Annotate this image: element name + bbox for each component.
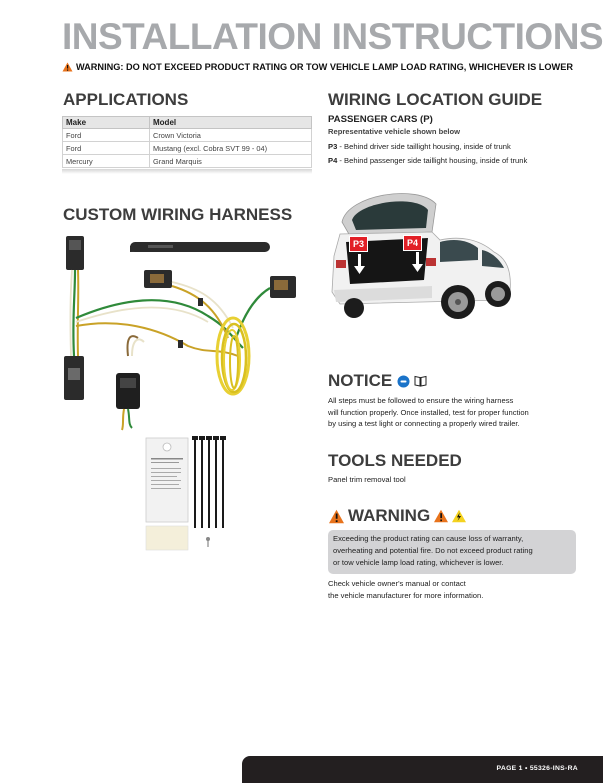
warning-box-line: Exceeding the product rating can cause loss of warranty,: [333, 534, 524, 543]
wiring-guide-item: [328, 155, 527, 167]
cell-make: Ford: [63, 142, 150, 155]
applications-table: [62, 116, 312, 168]
warning-heading: WARNING: [348, 506, 431, 525]
cell-model: Grand Marquis: [150, 155, 312, 168]
wiring-guide-item: [328, 141, 511, 153]
location-text: - Behind passenger side taillight housing, inside of trunk: [339, 156, 528, 165]
applications-heading: APPLICATIONS: [63, 90, 189, 109]
notice-line: by using a test light or connecting a properly wired trailer.: [328, 419, 520, 428]
vehicle-photo: [328, 180, 518, 345]
warning-box-line: or tow vehicle lamp load rating, whichever is lower.: [333, 558, 504, 568]
notice-heading: NOTICE: [328, 371, 393, 390]
top-warning-text: WARNING: DO NOT EXCEED PRODUCT RATING OR TOW VEHICLE LAMP LOAD RATING, WHICHEVER IS LOWER: [76, 62, 573, 72]
warning-box: [328, 530, 576, 574]
cell-model: Crown Victoria: [150, 129, 312, 142]
warning-followup-line: the vehicle manufacturer for more information.: [328, 590, 484, 600]
wiring-guide-heading: WIRING LOCATION GUIDE: [328, 90, 543, 109]
photo-label-p3: P3: [349, 236, 368, 252]
column-header-make: Make: [63, 117, 150, 129]
location-text: - Behind driver side taillight housing, inside of trunk: [339, 142, 511, 151]
warning-followup-line: Check vehicle owner's manual or contact: [328, 579, 466, 588]
table-shadow: [62, 169, 312, 174]
applications-table-wrap: [62, 116, 312, 168]
tools-text: Panel trim removal tool: [328, 475, 406, 484]
location-code: P3: [328, 142, 338, 151]
notice-body: [328, 395, 529, 430]
wiring-guide-subheading: PASSENGER CARS (P): [328, 114, 433, 125]
caution-triangle-icon: [433, 509, 449, 523]
warning-box-line: overheating and potential fire. Do not exceed product rating: [333, 546, 533, 556]
warning-heading-row: [328, 506, 467, 526]
location-code: P4: [328, 156, 338, 165]
table-row: [63, 129, 312, 142]
notice-line: will function properly. Once installed, test for proper function: [328, 407, 529, 417]
page-title: INSTALLATION INSTRUCTIONS: [62, 16, 603, 57]
warning-triangle-icon: [328, 509, 345, 524]
notice-line: All steps must be followed to ensure the wiring harness: [328, 396, 514, 405]
wiring-harness-image: [58, 228, 308, 558]
top-warning: [62, 62, 573, 72]
table-row: [63, 142, 312, 155]
column-header-model: Model: [150, 117, 312, 129]
wiring-guide-note: Representative vehicle shown below: [328, 127, 461, 136]
cell-model: Mustang (excl. Cobra SVT 99 - 04): [150, 142, 312, 155]
notice-heading-row: [328, 371, 427, 391]
manual-book-icon: [414, 375, 427, 387]
info-circle-icon: [397, 375, 410, 388]
cell-make: Mercury: [63, 155, 150, 168]
harness-heading: CUSTOM WIRING HARNESS: [63, 205, 293, 224]
table-row: [63, 155, 312, 168]
car-illustration: [328, 180, 518, 345]
cell-make: Ford: [63, 129, 150, 142]
warning-followup: [328, 578, 483, 601]
electrical-hazard-icon: [451, 509, 467, 523]
photo-label-p4: P4: [403, 235, 422, 251]
warning-triangle-icon: [62, 62, 73, 72]
footer-page-number: PAGE 1 • 55326-INS-RA: [496, 765, 578, 772]
page-footer: [242, 756, 603, 783]
table-header-row: [63, 117, 312, 129]
tools-heading: TOOLS NEEDED: [328, 451, 462, 470]
